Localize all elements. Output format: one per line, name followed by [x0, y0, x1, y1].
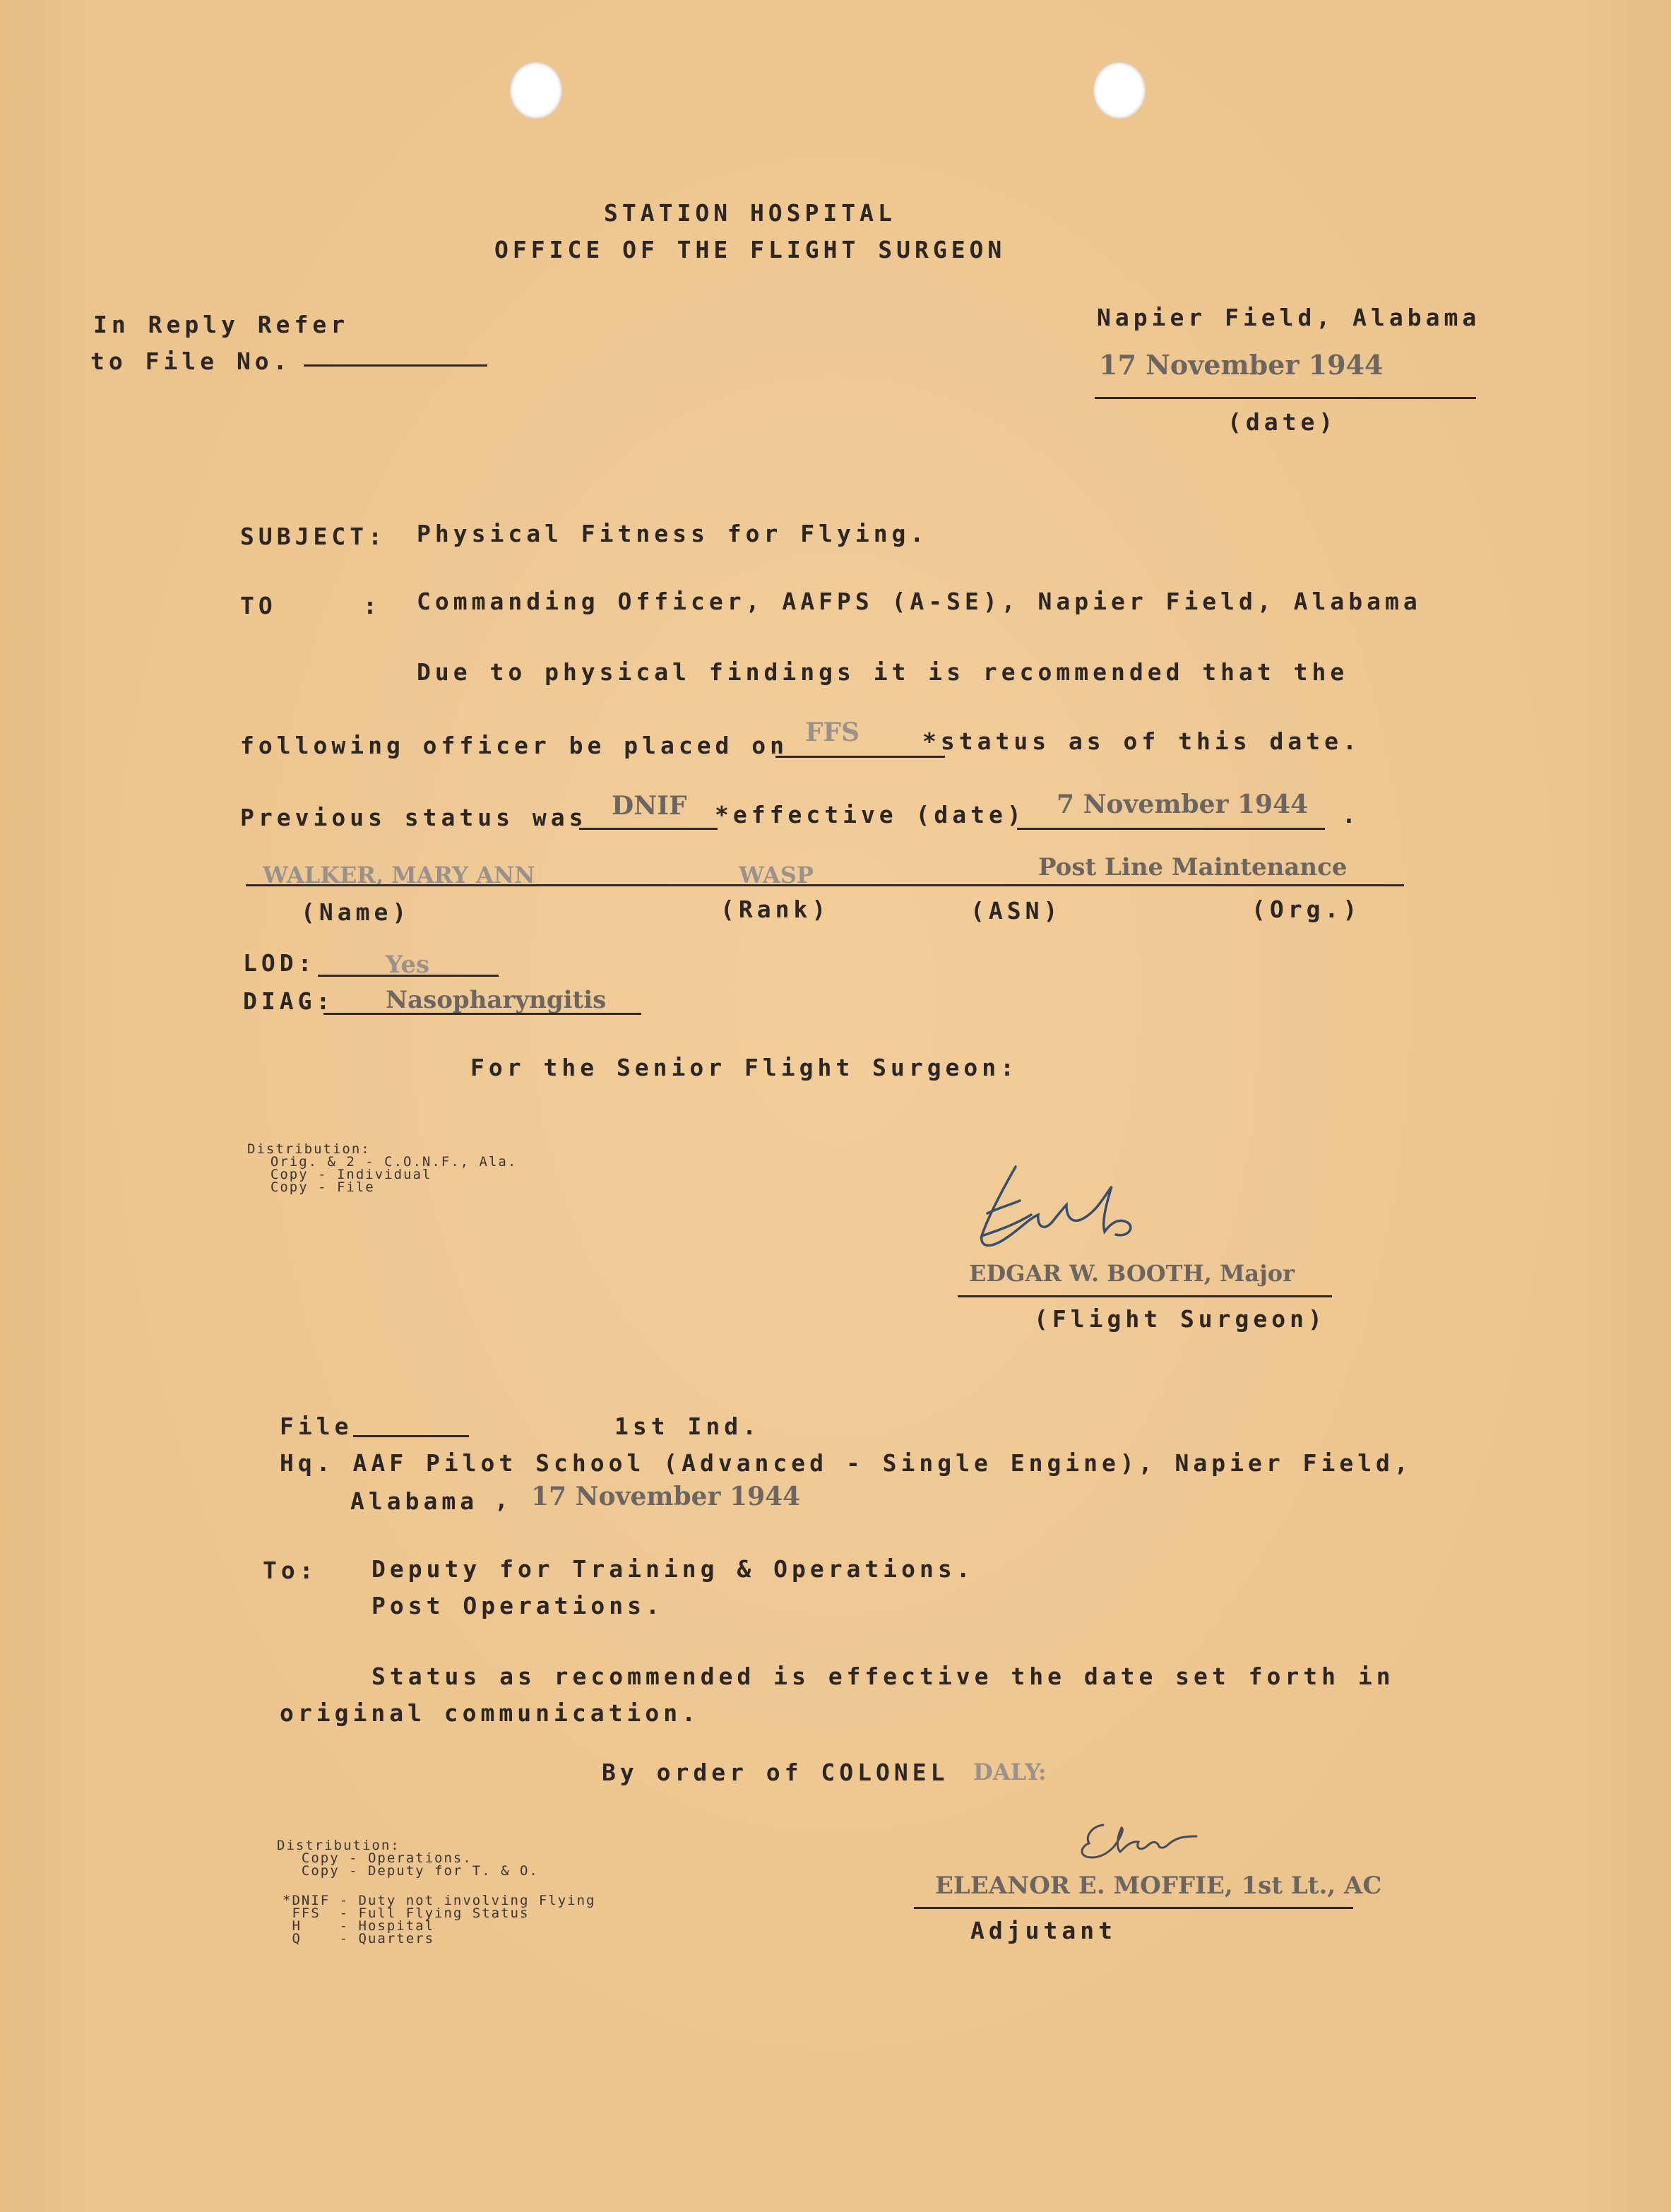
distribution-2-line1: Distribution:	[277, 1838, 400, 1853]
signer-2-title: Adjutant	[970, 1917, 1117, 1944]
signer-2-underline	[914, 1907, 1353, 1909]
distribution-1-line4: Copy - File	[251, 1179, 375, 1195]
subject-text: Physical Fitness for Flying.	[417, 520, 929, 547]
distribution-2-line7: Q - Quarters	[283, 1931, 435, 1946]
ind-hq-line1: Hq. AAF Pilot School (Advanced - Single Engine), Napier Field,	[280, 1449, 1413, 1477]
distribution-2-line6: H - Hospital	[283, 1918, 435, 1934]
new-status: FFS	[805, 718, 860, 747]
signer-2-name: ELEANOR E. MOFFIE, 1st Lt., AC	[935, 1872, 1382, 1900]
signature-moffie	[1071, 1815, 1240, 1872]
diag-value: Nasopharyngitis	[386, 986, 607, 1014]
letterhead-line1: STATION HOSPITAL	[604, 199, 896, 227]
letterhead-line2: OFFICE OF THE FLIGHT SURGEON	[494, 236, 1006, 263]
ind-body-line1: Status as recommended is effective the date set forth in	[371, 1663, 1395, 1690]
caption-rank: (Rank)	[720, 896, 831, 923]
date-caption: (date)	[1227, 408, 1338, 436]
lod-label: LOD:	[243, 949, 316, 977]
officer-name: WALKER, MARY ANN	[263, 862, 535, 888]
ind-date-separator: ,	[494, 1486, 513, 1514]
to-text: Commanding Officer, AAFPS (A-SE), Napier Field, Alabama	[417, 588, 1422, 615]
ind-date: 17 November 1944	[531, 1482, 801, 1511]
officer-underline	[246, 884, 1404, 886]
ind-to-line2: Post Operations.	[371, 1592, 664, 1619]
for-senior-flight-surgeon: For the Senior Flight Surgeon:	[470, 1054, 1019, 1081]
by-order: By order of COLONEL	[602, 1759, 949, 1786]
distribution-1-line3: Copy - Individual	[251, 1167, 432, 1182]
letter-date: 17 November 1944	[1099, 349, 1384, 381]
caption-org: (Org.)	[1251, 896, 1362, 923]
paragraph-line2-start: following officer be placed on	[240, 732, 789, 759]
caption-asn: (ASN)	[970, 897, 1062, 924]
paragraph-line2-end: *status as of this date.	[922, 727, 1361, 755]
reply-refer-line2: to File No.	[90, 347, 292, 375]
punch-hole-right	[1093, 62, 1146, 119]
diag-label: DIAG:	[243, 987, 335, 1015]
lod-underline	[318, 975, 499, 977]
ind-file-blank	[353, 1435, 469, 1437]
paragraph-line1: Due to physical findings it is recommended that the	[417, 658, 1349, 686]
location: Napier Field, Alabama	[1097, 304, 1481, 331]
distribution-2-line2: Copy - Operations.	[283, 1850, 472, 1866]
distribution-2-line4: *DNIF - Duty not involving Flying	[283, 1893, 596, 1908]
distribution-2-line3: Copy - Deputy for T. & O.	[283, 1863, 539, 1879]
distribution-1-line2: Orig. & 2 - C.O.N.F., Ala.	[251, 1154, 518, 1170]
previous-status: DNIF	[612, 791, 687, 821]
previous-status-label: Previous status was	[240, 804, 588, 831]
officer-rank: WASP	[739, 862, 814, 888]
ind-to-label: To:	[263, 1557, 318, 1584]
distribution-1-line1: Distribution:	[247, 1141, 371, 1157]
colonel-name: DALY:	[973, 1759, 1047, 1785]
caption-name: (Name)	[301, 898, 411, 926]
new-status-underline	[775, 756, 945, 758]
signer-1-title: (Flight Surgeon)	[1034, 1305, 1326, 1333]
ind-body-line2: original communication.	[280, 1699, 700, 1727]
punch-hole-left	[510, 62, 562, 119]
date-underline	[1095, 397, 1476, 399]
ind-to-line1: Deputy for Training & Operations.	[371, 1555, 975, 1583]
previous-date: 7 November 1944	[1057, 790, 1309, 819]
signature-booth	[961, 1158, 1158, 1264]
previous-date-underline	[1017, 828, 1325, 830]
ind-number: 1st Ind.	[614, 1413, 761, 1440]
distribution-2-line5: FFS - Full Flying Status	[283, 1905, 530, 1921]
ind-file-label: File	[280, 1413, 353, 1440]
signer-1-underline	[958, 1295, 1332, 1297]
diag-underline	[323, 1013, 641, 1015]
officer-org: Post Line Maintenance	[1038, 853, 1348, 881]
ind-hq-line2: Alabama	[350, 1487, 479, 1515]
subject-label: SUBJECT:	[240, 523, 386, 550]
to-label: TO	[240, 592, 277, 619]
previous-status-end: .	[1342, 801, 1360, 828]
lod-value: Yes	[386, 951, 430, 979]
signer-1-name: EDGAR W. BOOTH, Major	[969, 1260, 1295, 1287]
reply-refer-line1: In Reply Refer	[93, 311, 350, 338]
effective-label: *effective (date)	[715, 801, 1025, 828]
file-number-blank	[304, 364, 487, 367]
previous-status-underline	[579, 828, 718, 830]
to-colon: :	[363, 592, 381, 619]
